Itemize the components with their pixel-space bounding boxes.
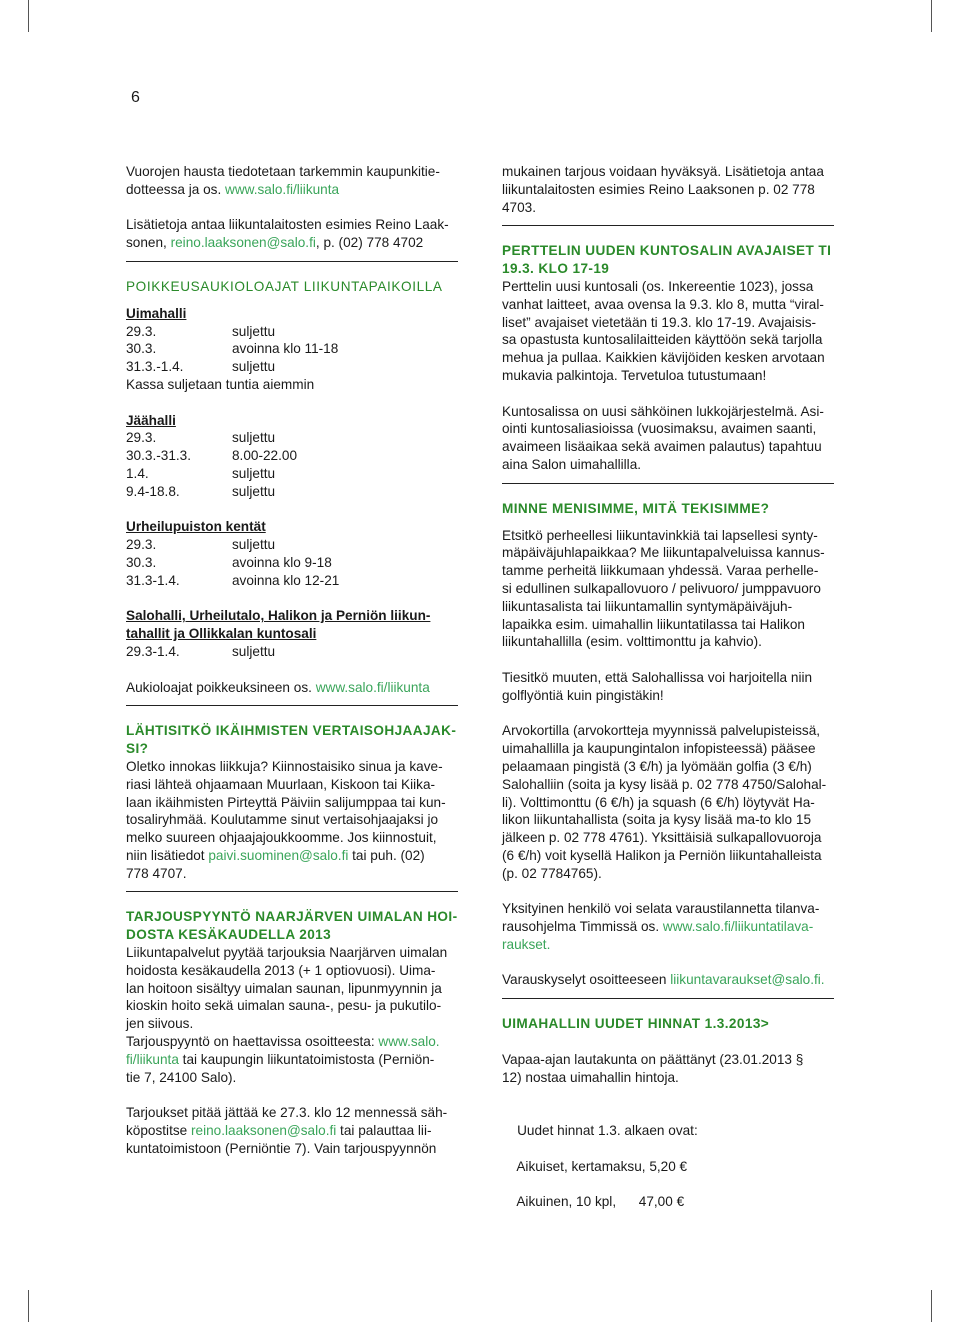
status: avoinna klo 11-18 <box>232 341 339 357</box>
uimahalli-schedule <box>126 323 458 376</box>
minne-body-3 <box>502 722 834 882</box>
left-column <box>126 163 458 1158</box>
urheilupuisto-title: Urheilupuiston kentät <box>126 519 266 535</box>
text-line: 19.3. KLO 17-19 <box>502 261 610 277</box>
text-line: Vuorojen hausta tiedotetaan tarkemmin kaupunkitie- <box>126 164 440 179</box>
uimahalli-title: Uimahalli <box>126 305 187 321</box>
text-line: 12) nostaa uimahallin hintoja. <box>502 1069 679 1085</box>
text-line: likon liikuntahallista (soita ja kysy lisää ma-to klo 15 <box>502 812 812 828</box>
text-line: tai puh. (02) <box>348 847 425 863</box>
salohalli-title <box>126 607 458 643</box>
text-line: hoidosta kesäkaudella 2013 (+ 1 optiovuosi). Uima- <box>126 962 436 978</box>
text-line: tai kaupungin liikuntatoimistosta (Perniön- <box>178 1051 435 1067</box>
text-line: tosaliryhmää. Koulutamme sinut vertaisohjaajaksi jo <box>126 812 439 828</box>
text-line: (6 €/h) voit kysellä Halikon ja Perniön liikuntahalleista <box>502 847 822 863</box>
email-link[interactable]: reino.laaksonen@salo.fi <box>170 235 316 251</box>
text-line: liset” avajaiset vietetään ti 19.3. klo 17-19. Avajaisis- <box>502 314 817 330</box>
text-line: avaimeen lisäaikaa sekä avaimen palautus) tapahtuu <box>502 439 822 455</box>
date: 31.3.-1.4. <box>126 359 184 375</box>
date: 30.3.-31.3. <box>126 448 191 464</box>
text-line: Perttelin uusi kuntosali (os. Inkereentie 1023), jossa <box>502 278 814 294</box>
text-line: li). Volttimonttu (6 €/h) ja squash (6 €/h) löytyvät Ha- <box>502 794 815 810</box>
text-line: tahallit ja Ollikkalan kuntosali <box>126 626 317 642</box>
text-line: , p. (02) 778 4702 <box>315 235 424 251</box>
date: 29.3. <box>126 323 157 339</box>
aukiolo-link[interactable]: www.salo.fi/liikunta <box>315 679 430 695</box>
text-line: Salohalliin (soita ja kysy lisää p. 02 778 4750/Salohal- <box>502 776 827 792</box>
schedule-row <box>126 358 458 376</box>
text-line: lan hoitoon sisältyy uimalan saunan, lipunmyynnin ja <box>126 980 442 996</box>
perttelin-heading <box>502 242 834 278</box>
text-line: Arvokortilla (arvokortteja myynnissä palvelupisteissä, <box>502 723 821 739</box>
text-line: sonen, <box>126 235 171 251</box>
divider <box>502 225 834 226</box>
perttelin-body <box>502 278 834 385</box>
schedule-row <box>126 340 458 358</box>
schedule-row <box>126 536 458 554</box>
schedule-row <box>126 483 458 501</box>
divider <box>502 998 834 999</box>
text-line: Tarjouspyyntö on haettavissa osoitteesta: <box>126 1034 379 1050</box>
tarjous-heading <box>126 908 458 944</box>
schedule-row <box>126 572 458 590</box>
date: 29.3. <box>126 430 157 446</box>
status: suljettu <box>232 359 276 375</box>
date: 29.3. <box>126 537 157 553</box>
text-line: lapaikka esim. uimahallin liikuntatilassa tai Halikon <box>502 616 805 632</box>
jaahalli-schedule <box>126 429 458 500</box>
crop-mark <box>931 1290 932 1322</box>
text-line: mukavia palkintoja. Tervetuloa tutustumaan! <box>502 367 767 383</box>
divider <box>126 261 458 262</box>
text-line: kioskin hoito sekä uimalan sauna-, pesu- ja pukutilo- <box>126 998 442 1014</box>
schedule-row <box>126 447 458 465</box>
text-line: mäpäiväjuhlapaikkaa? Me liikuntapalveluissa kannus- <box>502 545 825 561</box>
text-line: Lisätietoja antaa liikuntalaitosten esimies Reino Laak- <box>126 217 449 233</box>
text-line: vanhat laitteet, avaa ovensa la 9.3. klo 8, mutta “viral- <box>502 296 824 312</box>
text-line: Oletko innokas liikkuja? Kiinnostaisiko sinua ja kave- <box>126 758 443 774</box>
varaus-link-cont[interactable]: raukset. <box>502 936 551 952</box>
tarjous-link[interactable]: www.salo. <box>378 1034 440 1050</box>
date: 31.3-1.4. <box>126 572 180 588</box>
schedule-row <box>126 323 458 341</box>
status: 8.00-22.00 <box>232 448 298 464</box>
text-line: sa opastusta kuntosalilaitteiden käyttöön sekä tarjolla <box>502 332 823 348</box>
text-line: niin lisätiedot <box>126 847 209 863</box>
text-line: Vapaa-ajan lautakunta on päättänyt (23.01.2013 § <box>502 1051 804 1067</box>
divider <box>126 705 458 706</box>
text-line: (p. 02 7784765). <box>502 865 602 881</box>
crop-mark <box>28 1290 29 1322</box>
minne-body-1 <box>502 527 834 652</box>
text-line: tai palauttaa lii- <box>336 1123 432 1139</box>
minne-heading: MINNE MENISIMME, MITÄ TEKISIMME? <box>502 500 770 516</box>
text-line: si edullinen sulkapallovuoro / pelivuoro/ jumppavuoro <box>502 580 821 596</box>
schedule-row <box>126 465 458 483</box>
status: suljettu <box>232 465 276 481</box>
text-line: liikuntalaitosten esimies Reino Laaksonen p. 02 778 <box>502 181 815 197</box>
intro-paragraph <box>126 163 458 199</box>
schedule-row <box>126 429 458 447</box>
status: suljettu <box>232 643 276 659</box>
urheilupuisto-schedule <box>126 536 458 589</box>
minne-body-2 <box>502 669 834 705</box>
aukiolo-paragraph <box>126 679 458 697</box>
text-line: riasi lähteä ohjaamaan Muurlaan, Kiskoon tai Kiika- <box>126 776 436 792</box>
ikaihmiset-body <box>126 758 458 883</box>
text-line: DOSTA KESÄKAUDELLA 2013 <box>126 927 332 943</box>
status: suljettu <box>232 483 276 499</box>
text-line: jälkeen p. 02 778 4761). Yksittäisiä sulkapallovuoroja <box>502 830 822 846</box>
text-line: ointi kuntosaliasioissa (vuosimaksu, avaimen saanti, <box>502 421 817 437</box>
hinnat-heading: UIMAHALLIN UUDET HINNAT 1.3.2013> <box>502 1016 770 1032</box>
reino-email-link[interactable]: reino.laaksonen@salo.fi <box>190 1123 337 1139</box>
text-line: melko suureen ohjaajajoukkoomme. Jos kiinnostuit, <box>126 830 437 846</box>
status: suljettu <box>232 323 276 339</box>
text-line: Kuntosalissa on uusi sähköinen lukkojärjestelmä. Asi- <box>502 403 824 419</box>
schedule-row <box>126 554 458 572</box>
date: 30.3. <box>126 554 157 570</box>
crop-mark <box>28 0 29 32</box>
text-line: LÄHTISITKÖ IKÄIHMISTEN VERTAISOHJAAJAK- <box>126 723 457 739</box>
varaus-email-link[interactable]: liikuntavaraukset@salo.fi. <box>670 972 825 988</box>
date: 9.4-18.8. <box>126 483 180 499</box>
hinnat-body <box>502 1051 834 1087</box>
status: suljettu <box>232 430 276 446</box>
text-line: jen siivous. <box>126 1016 194 1032</box>
right-column <box>502 163 834 1229</box>
ikaihmiset-heading <box>126 722 458 758</box>
varaus-link[interactable]: www.salo.fi/liikuntatilava- <box>662 919 814 935</box>
tarjous-link-cont[interactable]: fi/liikunta <box>126 1051 179 1067</box>
text-line: liikuntasalista tai liikuntamallin syntymäpäiväjuh- <box>502 598 793 614</box>
text-line: golflyöntiä kuin pingistäkin! <box>502 687 664 703</box>
page-number: 6 <box>131 89 140 106</box>
text-line: mukainen tarjous voidaan hyväksyä. Lisätietoja antaa <box>502 164 824 179</box>
tarjous-deadline <box>126 1104 458 1157</box>
text-line: SI? <box>126 741 149 757</box>
varaus-email-paragraph <box>502 971 834 989</box>
text-line: uimahallilla ja kaupungintalon infopisteessä) pääsee <box>502 741 816 757</box>
status: suljettu <box>232 537 276 553</box>
text-line: Uudet hinnat 1.3. alkaen ovat: <box>517 1123 698 1139</box>
price-line: Aikuinen, 10 kpl, 47,00 € <box>516 1194 685 1210</box>
contact-paragraph <box>126 216 458 252</box>
text-line: mehua ja pullaa. Kaikkien kävijöiden kesken arvotaan <box>502 350 825 366</box>
lukko-body <box>502 403 834 474</box>
text-line: PERTTELIN UUDEN KUNTOSALIN AVAJAISET TI <box>502 243 832 259</box>
date: 29.3-1.4. <box>126 643 180 659</box>
date: 30.3. <box>126 341 157 357</box>
exceptions-heading: POIKKEUSAUKIOLOAJAT LIIKUNTAPAIKOILLA <box>126 278 443 294</box>
tarjous-body <box>126 944 458 1086</box>
liikunta-link[interactable]: www.salo.fi/liikunta <box>225 181 340 197</box>
text-line: dotteessa ja os. <box>126 181 225 197</box>
text-line: liikuntahallilla (esim. volttimonttu ja kahvio). <box>502 634 762 650</box>
text-line: Aukioloajat poikkeuksineen os. <box>126 679 316 695</box>
uimahalli-note: Kassa suljetaan tuntia aiemmin <box>126 376 315 392</box>
crop-mark <box>931 0 932 32</box>
divider <box>126 891 458 892</box>
text-line: laan ikäihmisten Pirteyttä Päiviin salijumppaa tai kun- <box>126 794 446 810</box>
status: avoinna klo 9-18 <box>232 554 332 570</box>
status: avoinna klo 12-21 <box>232 572 340 588</box>
schedule-row <box>126 643 458 661</box>
jaahalli-title: Jäähalli <box>126 412 176 428</box>
date: 1.4. <box>126 465 149 481</box>
text-line: Yksityinen henkilö voi selata varaustilannetta tilanva- <box>502 901 820 917</box>
text-line: tamme perheitä liikkumaan yhdessä. Varaa perhelle- <box>502 563 819 579</box>
text-line: Tiesitkö muuten, että Salohallissa voi harjoitella niin <box>502 669 813 685</box>
text-line: aina Salon uimahallilla. <box>502 456 642 472</box>
text-line: Tarjoukset pitää jättää ke 27.3. klo 12 mennessä säh- <box>126 1105 448 1121</box>
text-line: tie 7, 24100 Salo). <box>126 1069 237 1085</box>
text-line: rausohjelma Timmissä os. <box>502 919 663 935</box>
tarjous-continuation <box>502 163 834 216</box>
text-line: Liikuntapalvelut pyytää tarjouksia Naarjärven uimalan <box>126 945 448 961</box>
divider <box>502 483 834 484</box>
text-line: Etsitkö perheellesi liikuntavinkkiä tai lapsellesi synty- <box>502 527 818 543</box>
text-line: 4703. <box>502 199 537 215</box>
text-line: kuntatoimistoon (Perniöntie 7). Vain tarjouspyynnön <box>126 1140 437 1156</box>
paivi-email-link[interactable]: paivi.suominen@salo.fi <box>208 847 349 863</box>
text-line: köpostitse <box>126 1123 191 1139</box>
text-line: Salohalli, Urheilutalo, Halikon ja Perniön liikun- <box>126 608 431 624</box>
text-line: 778 4707. <box>126 865 187 881</box>
varaus-paragraph <box>502 900 834 953</box>
price-line: Aikuiset, kertamaksu, 5,20 € <box>516 1158 688 1174</box>
text-line: Varauskyselyt osoitteeseen <box>502 972 671 988</box>
hinnat-list <box>502 1104 834 1229</box>
text-line: TARJOUSPYYNTÖ NAARJÄRVEN UIMALAN HOI- <box>126 909 458 925</box>
text-line: pelaamaan pingistä (3 €/h) ja lyömään golfia (3 €/h) <box>502 758 812 774</box>
